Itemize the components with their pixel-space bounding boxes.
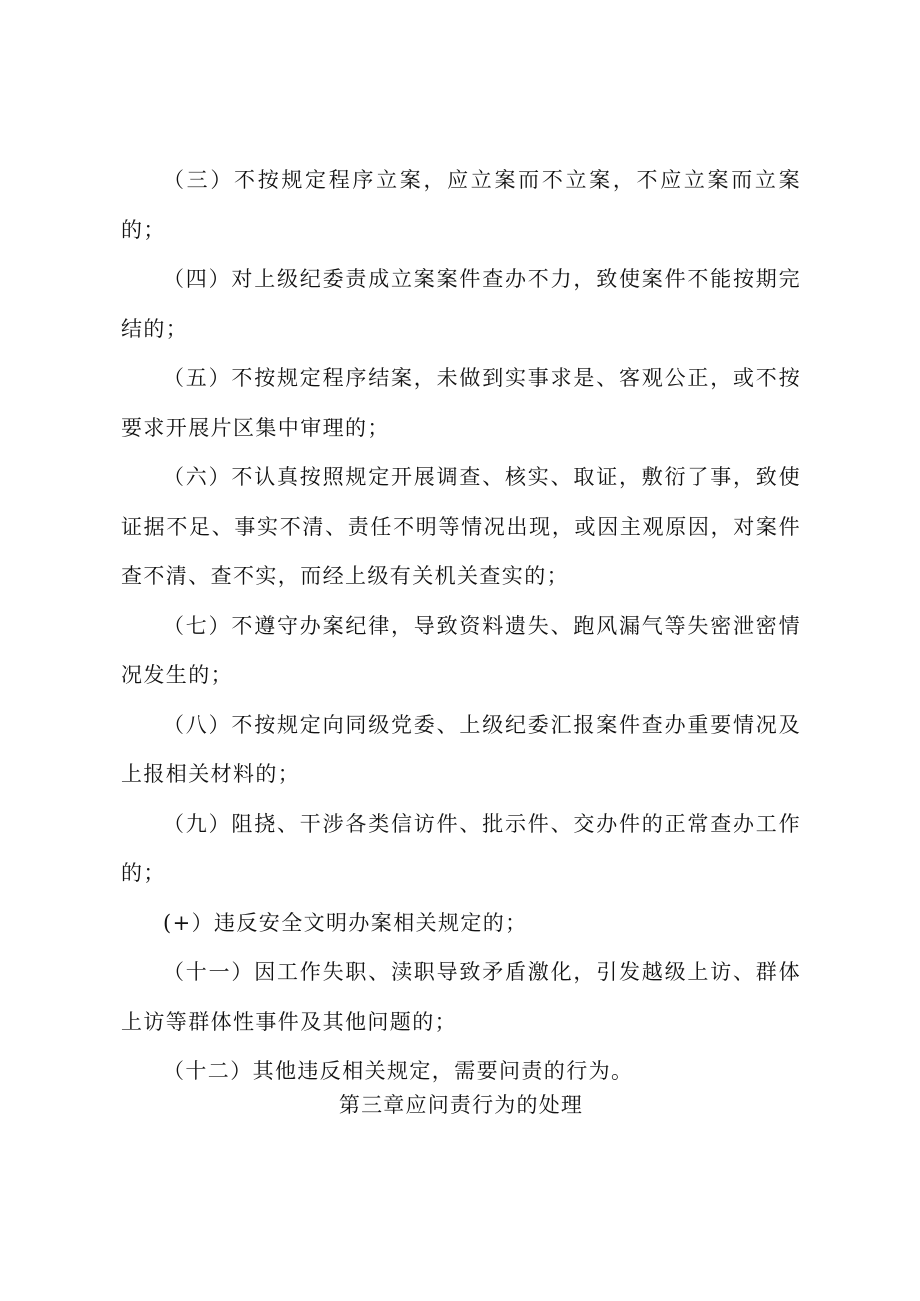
clause-6: （六）不认真按照规定开展调查、核实、取证，敷衍了事，致使证据不足、事实不清、责任不明等情况出现，或因主观原因，对案件查不清、查不实，而经上级有关机关查实的； <box>121 465 801 588</box>
clause-7: （七）不遵守办案纪律，导致资料遗失、跑风漏气等失密泄密情况发生的； <box>121 613 801 687</box>
clause-4: （四）对上级纪委责成立案案件查办不力，致使案件不能按期完结的； <box>121 267 801 341</box>
clause-5: （五）不按规定程序结案，未做到实事求是、客观公正，或不按要求开展片区集中审理的； <box>121 366 801 440</box>
clause-12: （十二）其他违反相关规定，需要问责的行为。 <box>163 1059 634 1083</box>
chapter-heading: 第三章应问责行为的处理 <box>338 1093 584 1117</box>
document-body <box>121 156 801 1120</box>
clause-3: （三）不按规定程序立案，应立案而不立案，不应立案而立案的； <box>121 168 801 242</box>
clause-10: (+）违反安全文明办案相关规定的； <box>163 910 528 935</box>
clause-8: （八）不按规定向同级党委、上级纪委汇报案件查办重要情况及上报相关材料的； <box>121 712 801 786</box>
clause-11: （十一）因工作失职、渎职导致矛盾激化，引发越级上访、群体上访等群体性事件及其他问题的； <box>121 960 801 1034</box>
clause-9: （九）阻挠、干涉各类信访件、批示件、交办件的正常查办工作的； <box>121 811 801 885</box>
